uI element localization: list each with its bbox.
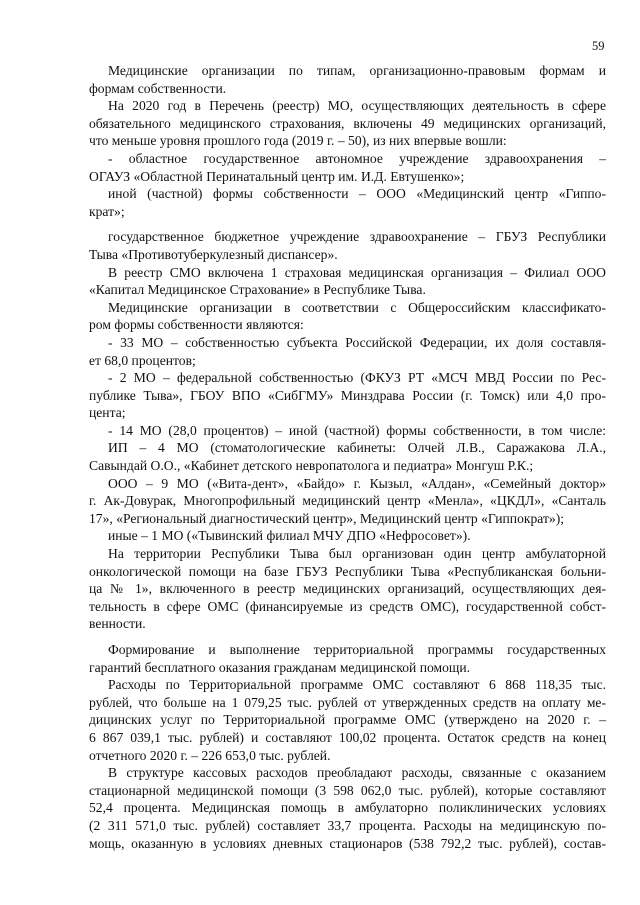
text-line: 17», «Региональный диагностический центр», Медицинский центр «Гиппократ»); bbox=[89, 510, 565, 526]
text-line: ИП – 4 МО (стоматологические кабинеты: Олчей Л.В., Саражакова Л.А., bbox=[108, 440, 606, 456]
text-line: цента; bbox=[89, 405, 126, 421]
text-line: что меньше уровня прошлого года (2019 г. – 50), из них впервые вошли: bbox=[89, 133, 507, 149]
text-line: - 2 МО – федеральной собственностью (ФКУЗ РТ «МСЧ МВД России по Рес- bbox=[108, 370, 606, 386]
text-line: иные – 1 МО («Тывинский филиал МЧУ ДПО «Нефросовет»). bbox=[108, 528, 471, 544]
text-line: рублей, что больше на 1 079,25 тыс. рублей от утвержденных средств на оплату ме- bbox=[89, 694, 606, 710]
text-line: На 2020 год в Перечень (реестр) МО, осуществляющих деятельность в сфере bbox=[108, 98, 606, 114]
text-line: мощь, оказанную в условиях дневных стационаров (538 792,2 тыс. рублей), состав- bbox=[89, 835, 606, 851]
text-line: В структуре кассовых расходов преобладают расходы, связанные с оказанием bbox=[108, 765, 606, 781]
text-line: В реестр СМО включена 1 страховая медицинская организация – Филиал ООО bbox=[108, 264, 606, 280]
text-line: тельность в сфере ОМС (финансируемые из средств ОМС), государственной собст- bbox=[89, 598, 606, 614]
text-line: - областное государственное автономное учреждение здравоохранения – bbox=[108, 150, 606, 166]
text-line: формам собственности. bbox=[89, 80, 227, 96]
text-line: Медицинские организации по типам, организационно-правовым формам и bbox=[108, 63, 606, 78]
text-line: ром формы собственности являются: bbox=[89, 317, 304, 333]
text-line: венности. bbox=[89, 616, 146, 632]
text-line: Медицинские организации в соответствии с Общероссийским классификато- bbox=[108, 299, 606, 315]
text-line: иной (частной) формы собственности – ООО «Медицинский центр «Гиппо- bbox=[108, 186, 606, 202]
text-line: «Капитал Медицинское Страхование» в Республике Тыва. bbox=[89, 282, 426, 298]
text-line: стационарной медицинской помощи (3 598 062,0 тыс. рублей), которые составляют bbox=[89, 782, 606, 798]
text-line: (2 311 571,0 тыс. рублей) составляет 33,7 процента. Расходы на медицинскую по- bbox=[89, 817, 606, 833]
text-line: крат»; bbox=[89, 203, 125, 219]
text-line: отчетного 2020 г. – 226 653,0 тыс. рублей. bbox=[89, 747, 331, 763]
text-line: г. Ак-Довурак, Многопрофильный медицинский центр «Менла», «ЦКДЛ», «Санталь bbox=[89, 493, 606, 509]
body-text bbox=[89, 62, 606, 852]
text-line: ет 68,0 процентов; bbox=[89, 352, 196, 368]
page-number: 59 bbox=[592, 39, 605, 53]
text-line: дицинских услуг по Территориальной программе ОМС (утверждено на 2020 г. – bbox=[89, 712, 606, 728]
text-line: государственное бюджетное учреждение здравоохранение – ГБУЗ Республики bbox=[108, 229, 606, 245]
text-line: Формирование и выполнение территориальной программы государственных bbox=[108, 642, 606, 657]
text-line: ООО – 9 МО («Вита-дент», «Байдо» г. Кызыл, «Алдан», «Семейный доктор» bbox=[108, 475, 606, 491]
text-line: Савындай О.О., «Кабинет детского невропатолога и педиатра» Монгуш Р.К.; bbox=[89, 458, 534, 474]
text-line: обязательного медицинского страхования, включены 49 медицинских организаций, bbox=[89, 115, 606, 131]
text-line: - 14 МО (28,0 процентов) – иной (частной) формы собственности, в том числе: bbox=[108, 422, 606, 438]
paragraph-gap bbox=[89, 220, 606, 228]
text-line: Расходы по Территориальной программе ОМС составляют 6 868 118,35 тыс. bbox=[108, 677, 606, 693]
text-line: Тыва «Противотуберкулезный диспансер». bbox=[89, 246, 338, 262]
text-line: гарантий бесплатного оказания гражданам медицинской помощи. bbox=[89, 659, 471, 675]
text-line: публике Тыва», ГБОУ ВПО «СибГМУ» Минздрава России (г. Томск) или 4,0 про- bbox=[89, 387, 606, 403]
paragraph-gap bbox=[89, 633, 606, 641]
text-line: онкологической помощи на базе ГБУЗ Республики Тыва «Республиканская больни- bbox=[89, 563, 606, 579]
text-line: 6 867 039,1 тыс. рублей) и составляют 100,02 процента. Остаток средств на конец bbox=[89, 729, 606, 745]
text-line: На территории Республики Тыва был организован один центр амбулаторной bbox=[108, 546, 606, 562]
text-line: ОГАУЗ «Областной Перинатальный центр им. И.Д. Евтушенко»; bbox=[89, 168, 465, 184]
text-line: 52,4 процента. Медицинская помощь в амбулаторно поликлинических условиях bbox=[89, 800, 606, 816]
text-line: - 33 МО – собственностью субъекта Российской Федерации, их доля составля- bbox=[108, 334, 606, 350]
text-line: ца № 1», включенного в реестр медицинских организаций, осуществляющих дея- bbox=[89, 581, 606, 597]
